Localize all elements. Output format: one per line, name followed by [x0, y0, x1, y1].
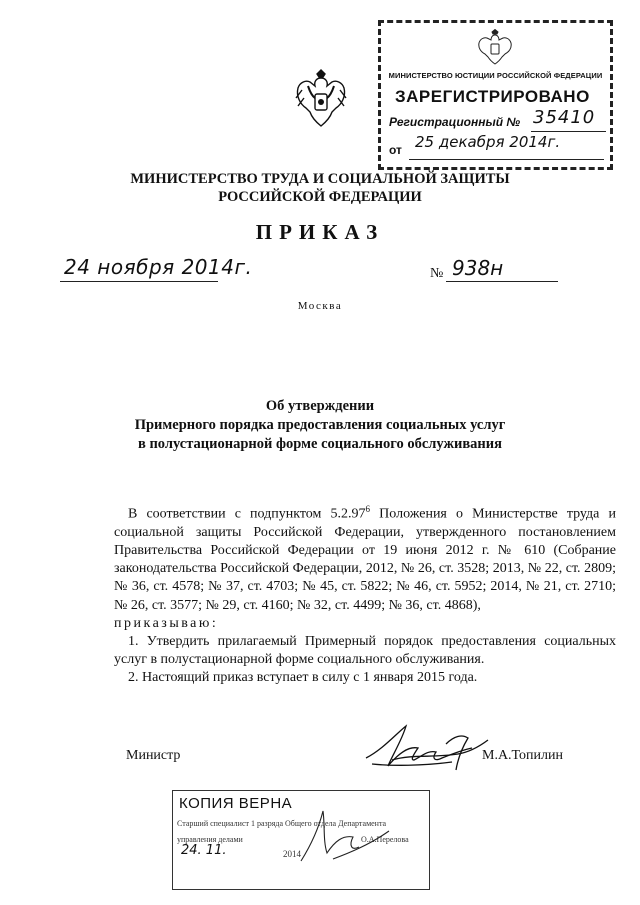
order-word-paragraph: [114, 615, 616, 633]
signatory-position: Министр: [126, 748, 181, 763]
preamble-superscript: 6: [365, 504, 371, 514]
item-2: 2. Настоящий приказ вступает в силу с 1 января 2015 года.: [128, 670, 478, 686]
registration-date-line: [409, 159, 604, 160]
item-1: 1. Утвердить прилагаемый Примерный порядок предоставления социальных услуг в полустационарной форме социального обслуживания.: [114, 634, 616, 668]
copy-stamp-role-line-1: Старший специалист 1 разряда Общего отдела Департамента: [177, 819, 387, 828]
copy-stamp-role-line-2: управления делами: [177, 835, 243, 844]
registration-ministry-text: МИНИСТЕРСТВО ЮСТИЦИИ РОССИЙСКОЙ ФЕДЕРАЦИИ: [388, 71, 603, 80]
order-number-handwritten: 938н: [452, 256, 504, 280]
true-copy-stamp: [172, 790, 430, 890]
subject-line-3: в полустационарной форме социального обслуживания: [138, 436, 502, 452]
order-number-line: [446, 281, 558, 282]
copy-stamp-signature: [293, 801, 403, 871]
ministry-line-1: МИНИСТЕРСТВО ТРУДА И СОЦИАЛЬНОЙ ЗАЩИТЫ: [130, 171, 510, 187]
order-date-handwritten: 24 ноября 2014г.: [64, 255, 253, 279]
order-word: приказываю:: [114, 615, 219, 631]
preamble-rest: Положения о Министерстве труда и социальной защиты Российской Федерации, утвержденного постановлением Правительства Российской Федерации от 19 июня 2012 г. № 610 (Собрание законодательства Российской Федерации, 2012, № 26, ст. 3528; 2013, № 22, ст. 2809; № 36, ст. 4578; № 37, ст. 4703; № 45, ст. 5822; № 46, ст. 5952; 2014, № 21, ст. 2710; № 26, ст. 3577; № 29, ст. 4160; № 32, ст. 4499; № 36, ст. 4868),: [114, 506, 617, 613]
city-name: Москва: [297, 300, 343, 312]
ministry-line-2: РОССИЙСКОЙ ФЕДЕРАЦИИ: [218, 189, 422, 205]
small-emblem-icon: [473, 29, 517, 65]
registration-number-handwritten: 35410: [533, 107, 596, 128]
registration-number-line: [531, 131, 606, 132]
registration-date-prefix: от: [389, 143, 402, 157]
order-body: [114, 500, 616, 688]
copy-stamp-date-handwritten: 24. 11.: [181, 843, 227, 858]
subject-line-1: Об утверждении: [265, 398, 375, 414]
registration-date-handwritten: 25 декабря 2014г.: [415, 133, 561, 151]
ministry-name: [0, 170, 640, 206]
copy-stamp-year: 2014: [283, 849, 301, 859]
signatory-name: М.А.Топилин: [482, 748, 564, 763]
preamble-start: В соответствии с подпунктом 5.2.97: [128, 506, 366, 522]
order-date-line: [60, 281, 218, 282]
document-type-title: ПРИКАЗ: [255, 220, 385, 244]
order-number-sign: №: [430, 266, 444, 281]
handwritten-signature: [362, 720, 502, 776]
preamble-paragraph: [114, 500, 616, 615]
subject-line-2: Примерного порядка предоставления социальных услуг: [134, 417, 506, 433]
registration-stamp: [378, 20, 613, 170]
registration-title: ЗАРЕГИСТРИРОВАНО: [395, 87, 590, 106]
copy-stamp-person: О.А.Перелова: [361, 835, 409, 844]
order-subject: [0, 397, 640, 454]
registration-number-label: Регистрационный №: [389, 115, 521, 129]
copy-stamp-title: КОПИЯ ВЕРНА: [179, 795, 293, 812]
coat-of-arms-emblem: [288, 68, 354, 134]
